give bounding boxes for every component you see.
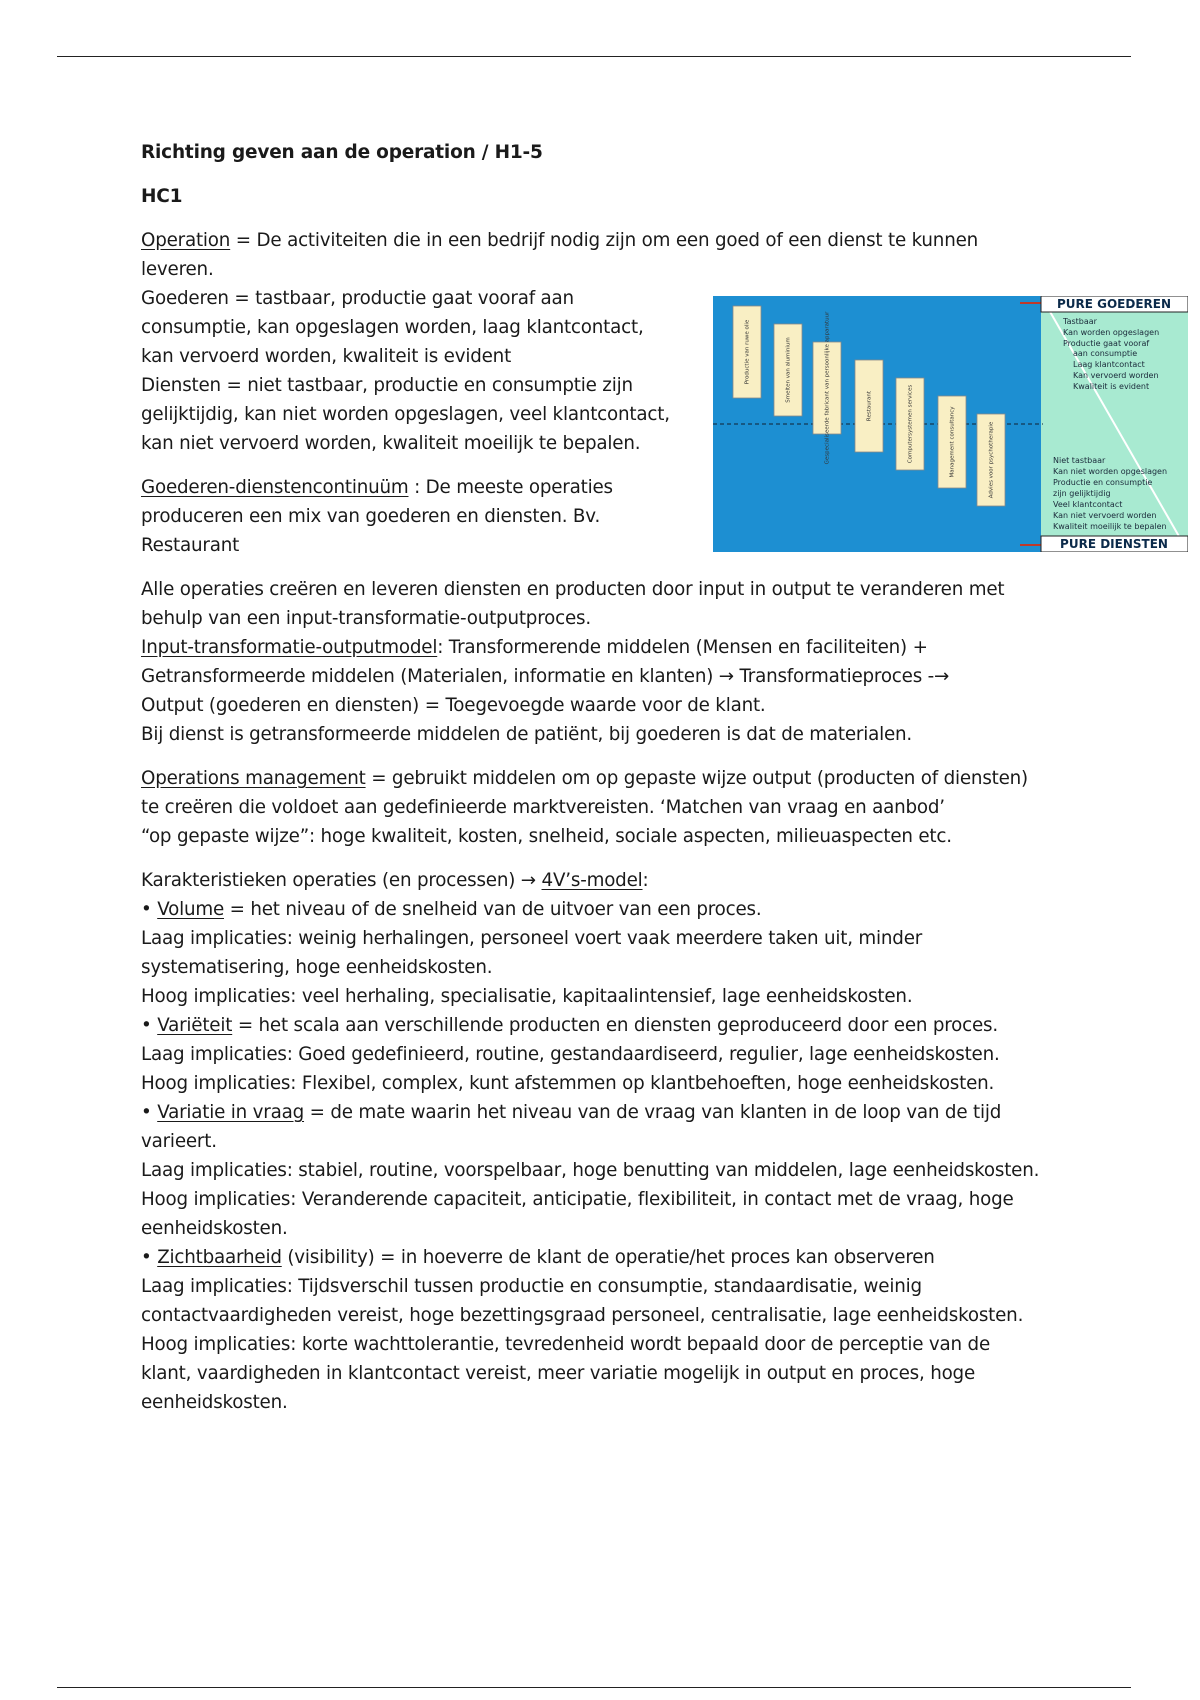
v-item-zichtbaarheid: • Zichtbaarheid (visibility) = in hoeverre de klant de operatie/het proces kan observeren xyxy=(141,1247,935,1268)
pure-goods-label: PURE GOEDEREN xyxy=(1056,297,1172,311)
v-hoog-implicaties: Hoog implicaties: veel herhaling, specialisatie, kapitaalintensief, lage eenheidskosten. xyxy=(141,986,913,1007)
v-laag-implicaties: Laag implicaties: Tijdsverschil tussen productie en consumptie, standaardisatie, weinig contactvaardigheden vereist, hoge bezettingsgraad personeel, centralisatie, lage eenheidskosten. xyxy=(141,1276,1024,1326)
service-trait: Kwaliteit moeilijk te bepalen xyxy=(1053,522,1167,531)
goods-services-continuum-figure xyxy=(713,296,1188,552)
continuum-bar-label: Computersystemen services xyxy=(907,384,914,464)
service-trait: zijn gelijktijdig xyxy=(1053,489,1111,498)
continuum-bar-label: Management consultancy xyxy=(949,406,956,478)
ito-model-line: Bij dienst is getransformeerde middelen de patiënt, bij goederen is dat de materialen. xyxy=(141,724,913,745)
service-trait: Kan niet worden opgeslagen xyxy=(1053,467,1168,476)
continuum-term: Goederen-dienstencontinuüm xyxy=(141,477,409,498)
goods-line: Goederen = tastbaar, productie gaat vooraf aan xyxy=(141,288,574,309)
v-laag-implicaties: Laag implicaties: weinig herhalingen, personeel voert vaak meerdere taken uit, minder systematisering, hoge eenheidskosten. xyxy=(141,928,923,978)
goods-line: consumptie, kan opgeslagen worden, laag klantcontact, xyxy=(141,317,644,338)
service-trait: Veel klantcontact xyxy=(1053,500,1123,509)
operations-management-term: Operations management xyxy=(141,768,366,789)
karakteristieken-intro: Karakteristieken operaties (en processen) → 4V’s-model: xyxy=(141,870,649,891)
services-line: Diensten = niet tastbaar, productie en consumptie zijn xyxy=(141,375,633,396)
continuum-bar-label: Productie van ruwe olie xyxy=(744,319,751,385)
continuum-line: produceren een mix van goederen en diensten. Bv. xyxy=(141,506,601,527)
operations-management-definition: Operations management = gebruikt middelen om op gepaste wijze output (producten of diensten) te creëren die voldoet aan gedefinieerde marktvereisten. ‘Matchen van vraag en aanbod’ xyxy=(141,768,1028,818)
continuum-bar-label: Smelten van aluminium xyxy=(785,337,792,403)
v-hoog-implicaties: Hoog implicaties: Flexibel, complex, kunt afstemmen op klantbehoeften, hoge eenheidskosten. xyxy=(141,1073,995,1094)
service-trait: Productie en consumptie xyxy=(1053,478,1153,487)
goods-trait: Kan worden opgeslagen xyxy=(1063,328,1160,337)
v-item-volume: • Volume = het niveau of de snelheid van de uitvoer van een proces. xyxy=(141,899,762,920)
ito-model-term: Input-transformatie-outputmodel xyxy=(141,637,438,658)
ito-model-line: Input-transformatie-outputmodel: Transformerende middelen (Mensen en faciliteiten) + xyxy=(141,637,928,658)
service-trait: Niet tastbaar xyxy=(1053,456,1106,465)
operation-term: Operation xyxy=(141,230,231,251)
four-v-model-term: 4V’s-model xyxy=(541,870,643,891)
goods-trait: Tastbaar xyxy=(1063,317,1097,326)
v-hoog-implicaties: Hoog implicaties: korte wachttolerantie, tevredenheid wordt bepaald door de perceptie van de klant, vaardigheden in klantcontact vereist, meer variatie mogelijk in output en proces, hoge eenheidskosten. xyxy=(141,1334,990,1413)
service-trait: Kan niet vervoerd worden xyxy=(1053,511,1157,520)
operation-definition xyxy=(141,226,1041,284)
goods-trait: Kwaliteit is evident xyxy=(1073,382,1150,391)
continuum-line: Restaurant xyxy=(141,535,240,556)
v-hoog-implicaties: Hoog implicaties: Veranderende capaciteit, anticipatie, flexibiliteit, in contact met de vraag, hoge eenheidskosten. xyxy=(141,1189,1014,1239)
continuum-bar-label: Restaurant xyxy=(866,390,873,422)
services-line: gelijktijdig, kan niet worden opgeslagen, veel klantcontact, xyxy=(141,404,670,425)
continuum-bar-label: Gespecialiseerde fabricant van persoonlijke apparatuur xyxy=(824,311,831,465)
goods-trait: Productie gaat vooraf xyxy=(1063,339,1150,348)
ito-model-line: Getransformeerde middelen (Materialen, informatie en klanten) → Transformatieproces -→ xyxy=(141,666,950,687)
section-heading: HC1 xyxy=(141,186,183,207)
v-item-varieteit: • Variëteit = het scala aan verschillende producten en diensten geproduceerd door een proces. xyxy=(141,1015,998,1036)
operation-def: = De activiteiten die in een bedrijf nodig zijn om een goed of een dienst te kunnen leveren. xyxy=(141,230,979,280)
alle-operaties-text: Alle operaties creëren en leveren diensten en producten door input in output te veranderen met behulp van een input-transformatie-outputproces. xyxy=(141,579,1005,629)
operations-management-extra: “op gepaste wijze”: hoge kwaliteit, kosten, snelheid, sociale aspecten, milieuaspecten etc. xyxy=(141,826,952,847)
bottom-rule xyxy=(57,1687,1131,1688)
goods-trait: Laag klantcontact xyxy=(1073,360,1145,369)
v-item-variatie-in-vraag: • Variatie in vraag = de mate waarin het niveau van de vraag van klanten in de loop van de tijd varieert. xyxy=(141,1102,1002,1152)
goods-line: kan vervoerd worden, kwaliteit is evident xyxy=(141,346,512,367)
continuum-bar-label: Advies voor psychotherapie xyxy=(988,421,995,499)
pure-services-label: PURE DIENSTEN xyxy=(1060,537,1168,551)
goods-services-block xyxy=(141,284,701,560)
top-rule xyxy=(57,56,1131,57)
continuum-line: Goederen-dienstencontinuüm : De meeste operaties xyxy=(141,477,613,498)
goods-trait: aan consumptie xyxy=(1073,349,1138,358)
v-laag-implicaties: Laag implicaties: Goed gedefinieerd, routine, gestandaardiseerd, regulier, lage eenheidskosten. xyxy=(141,1044,1000,1065)
v-laag-implicaties: Laag implicaties: stabiel, routine, voorspelbaar, hoge benutting van middelen, lage eenheidskosten. xyxy=(141,1160,1040,1181)
ito-model-line: Output (goederen en diensten) = Toegevoegde waarde voor de klant. xyxy=(141,695,766,716)
goods-trait: Kan vervoerd worden xyxy=(1073,371,1159,380)
document-title: Richting geven aan de operation / H1-5 xyxy=(141,142,543,163)
services-line: kan niet vervoerd worden, kwaliteit moeilijk te bepalen. xyxy=(141,433,641,454)
